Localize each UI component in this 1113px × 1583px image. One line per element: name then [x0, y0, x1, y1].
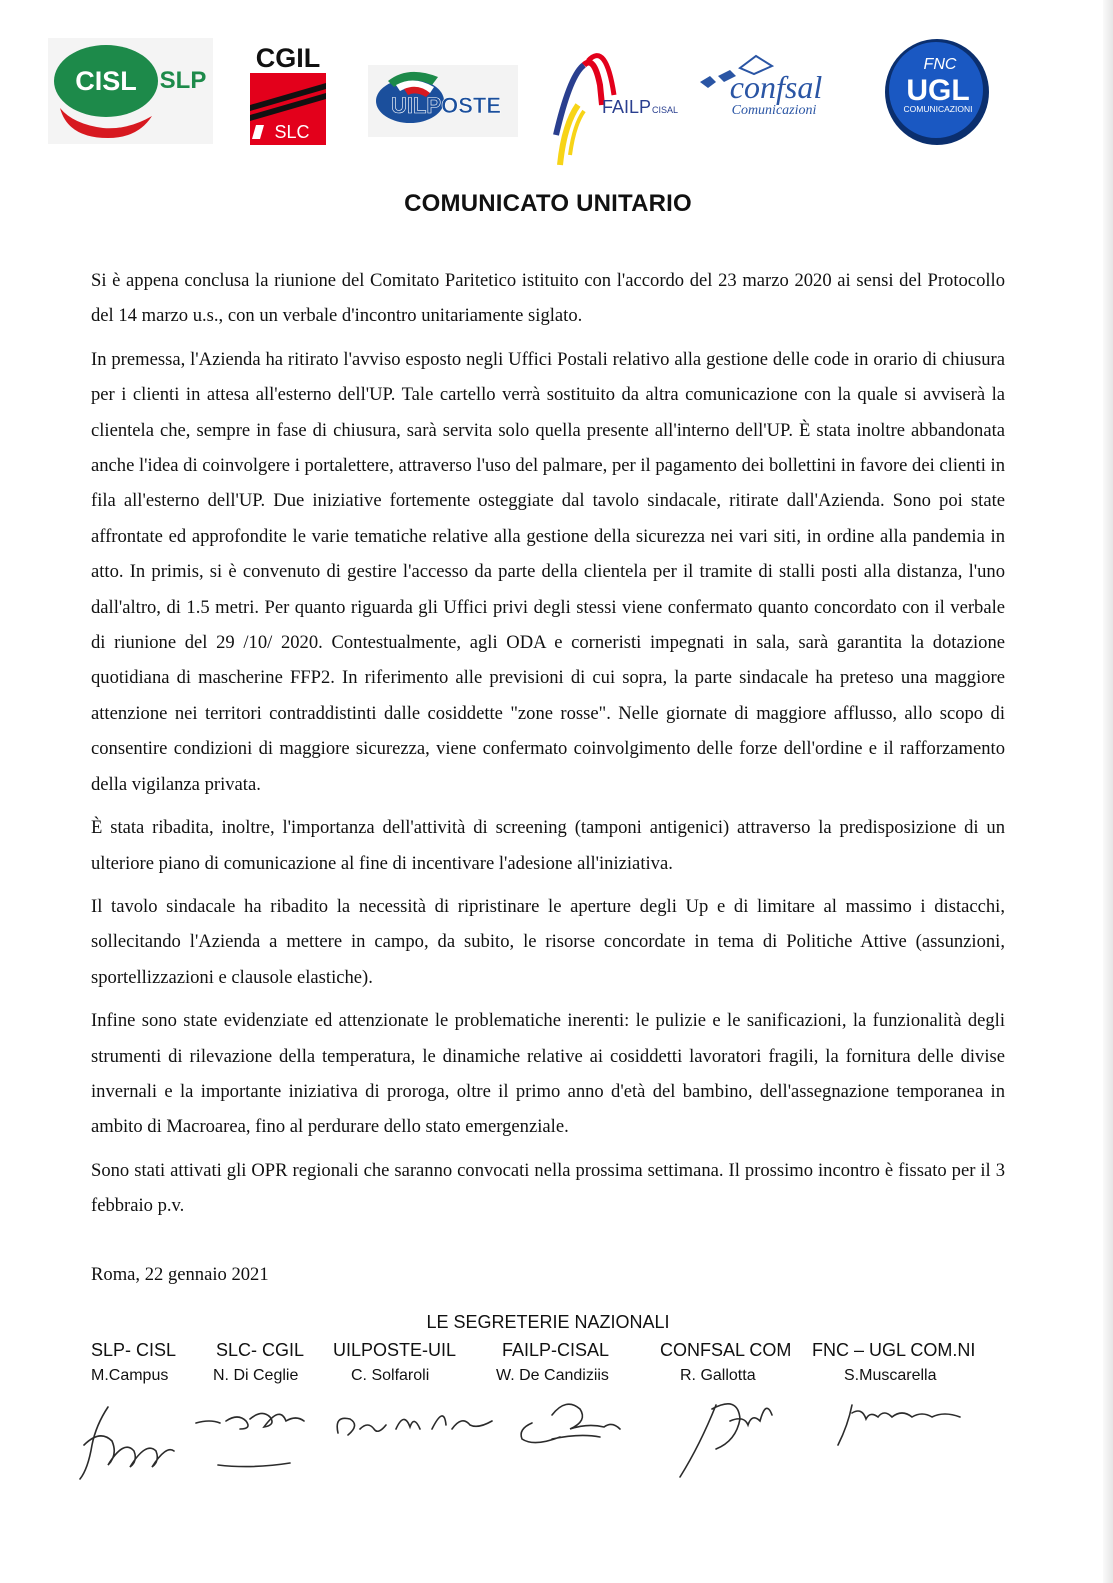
cisl-slp-logo	[48, 38, 213, 144]
svg-text:confsal: confsal	[729, 69, 823, 105]
svg-text:UGL: UGL	[906, 74, 970, 107]
signature-di-ceglie	[196, 1413, 304, 1466]
signatory-failp-cisal	[496, 1340, 610, 1385]
svg-text:SLC: SLC	[274, 122, 310, 142]
signatory-slc-cgil	[213, 1340, 305, 1385]
handwritten-signatures	[0, 1385, 1100, 1495]
page-title: COMUNICATO UNITARIO	[404, 190, 692, 217]
confsal-logo	[696, 52, 836, 127]
signature-de-candiziis	[521, 1404, 620, 1442]
signatory-person: C. Solfaroli	[351, 1367, 430, 1384]
signature-muscarella	[838, 1405, 960, 1445]
signatory-person: N. Di Ceglie	[213, 1367, 299, 1384]
signatory-confsal-com	[660, 1340, 791, 1385]
signatory-person: S.Muscarella	[844, 1367, 937, 1384]
svg-text:FAILP: FAILP	[602, 97, 652, 117]
svg-text:CGIL: CGIL	[255, 43, 321, 73]
svg-text:UILPOSTE: UILPOSTE	[390, 93, 502, 118]
failp-cisal-logo	[548, 45, 683, 173]
paragraph: Sono stati attivati gli OPR regionali che saranno convocati nella prossima settimana. Il prossimo incontro è fissato per il 3 febbraio p.v.	[91, 1159, 1005, 1217]
signatories-heading: LE SEGRETERIE NAZIONALI	[426, 1312, 670, 1332]
cgil-slc-logo	[248, 43, 328, 147]
signatory-org: SLP- CISL	[91, 1340, 177, 1360]
signature-campus	[80, 1407, 174, 1479]
svg-text:COMUNICAZIONI: COMUNICAZIONI	[903, 104, 973, 114]
logo-bar	[0, 0, 1113, 175]
uilposte-logo	[368, 65, 518, 137]
paragraph: Infine sono state evidenziate ed attenzionate le problematiche inerenti: le pulizie e le sanificazioni, la funzionalità degli strumenti di rilevazione della temperatura, le dinamiche relative ai cosiddetti lavoratori fragili, la fornitura delle divise invernali e la importante iniziativa di proroga, oltre il primo anno d'età del bambino, dell'assegnazione temporanea in ambito di Macroarea, fino al perdurare dello stato emergenziale.	[91, 1010, 1005, 1138]
signature-solfaroli	[337, 1416, 492, 1435]
signatory-org: CONFSAL COM	[660, 1340, 792, 1360]
signatory-person: M.Campus	[91, 1367, 169, 1384]
signatory-uilposte-uil	[333, 1340, 456, 1385]
svg-text:Comunicazioni: Comunicazioni	[731, 103, 817, 118]
signature-gallotta	[680, 1404, 772, 1477]
paragraph: Il tavolo sindacale ha ribadito la necessità di ripristinare le aperture degli Up e di limitare al massimo i distacchi, sollecitando l'Azienda a mettere in campo, da subito, le risorse concordate in tema di Politiche Attive (assunzioni, sportellizzazioni e clausole elastiche).	[91, 895, 1005, 988]
signatory-slp-cisl	[91, 1340, 176, 1385]
svg-text:FNC: FNC	[923, 56, 957, 73]
paragraph: È stata ribadita, inoltre, l'importanza dell'attività di screening (tamponi antigenici) attraverso la predisposizione di un ulteriore piano di comunicazione al fine di incentivare l'adesione all'iniziativa.	[91, 817, 1005, 874]
svg-text:CISL: CISL	[75, 66, 137, 96]
page-edge-shadow	[1103, 0, 1113, 1583]
signatory-org: FAILP-CISAL	[502, 1340, 610, 1360]
signatory-fnc-ugl	[812, 1340, 975, 1385]
signatory-person: W. De Candiziis	[496, 1367, 609, 1384]
signatory-org: SLC- CGIL	[216, 1340, 305, 1360]
place-date: Roma, 22 gennaio 2021	[91, 1264, 269, 1285]
signatory-org: FNC – UGL COM.NI	[812, 1340, 976, 1360]
paragraph: In premessa, l'Azienda ha ritirato l'avviso esposto negli Uffici Postali relativo alla gestione delle code in orario di chiusura per i clienti in attesa all'esterno dell'UP. Tale cartello verrà sostituito da altra comunicazione con la quale si avviserà la clientela che, sempre in fase di chiusura, sarà servita solo quella presente all'interno dell'UP. È stata inoltre abbandonata anche l'idea di coinvolgere i portalettere, attraverso l'uso del palmare, per il pagamento dei bollettini in favore dei clienti in fila all'esterno dell'UP. Due iniziative fortemente osteggiate dal tavolo sindacale, ritirate dall'Azienda. Sono poi state affrontate ed approfondite le varie tematiche relative alla gestione della sicurezza nei vari siti, in ordine alla pandemia in atto. In primis, si è convenuto di gestire l'accesso da parte della clientela per il tramite di stalli posti alla distanza, l'uno dall'altro, di 1.5 metri. Per quanto riguarda gli Uffici privi degli stessi viene confermato quanto concordato con il verbale di riunione del 29 /10/ 2020. Contestualmente, agli ODA e corneristi impegnati in sala, sarà garantita la dotazione quotidiana di mascherine FFP2. In riferimento alle previsioni di cui sopra, la parte sindacale ha preteso una maggiore attenzione nei territori contraddistinti dalle cosiddette "zone rosse". Nelle giornate di maggiore afflusso, allo scopo di consentire condizioni di maggiore sicurezza, viene confermato coinvolgimento delle forze dell'ordine e il rafforzamento della vigilanza privata.	[91, 348, 1005, 795]
communique-body	[91, 263, 1005, 1232]
signatory-person: R. Gallotta	[680, 1367, 756, 1384]
fnc-ugl-logo	[882, 36, 992, 148]
paragraph: Si è appena conclusa la riunione del Comitato Paritetico istituito con l'accordo del 23 marzo 2020 ai sensi del Protocollo del 14 marzo u.s., con un verbale d'incontro unitariamente siglato.	[91, 270, 1005, 327]
svg-text:CISAL: CISAL	[652, 105, 679, 115]
signatory-org: UILPOSTE-UIL	[333, 1340, 457, 1360]
svg-text:SLP: SLP	[159, 67, 207, 94]
